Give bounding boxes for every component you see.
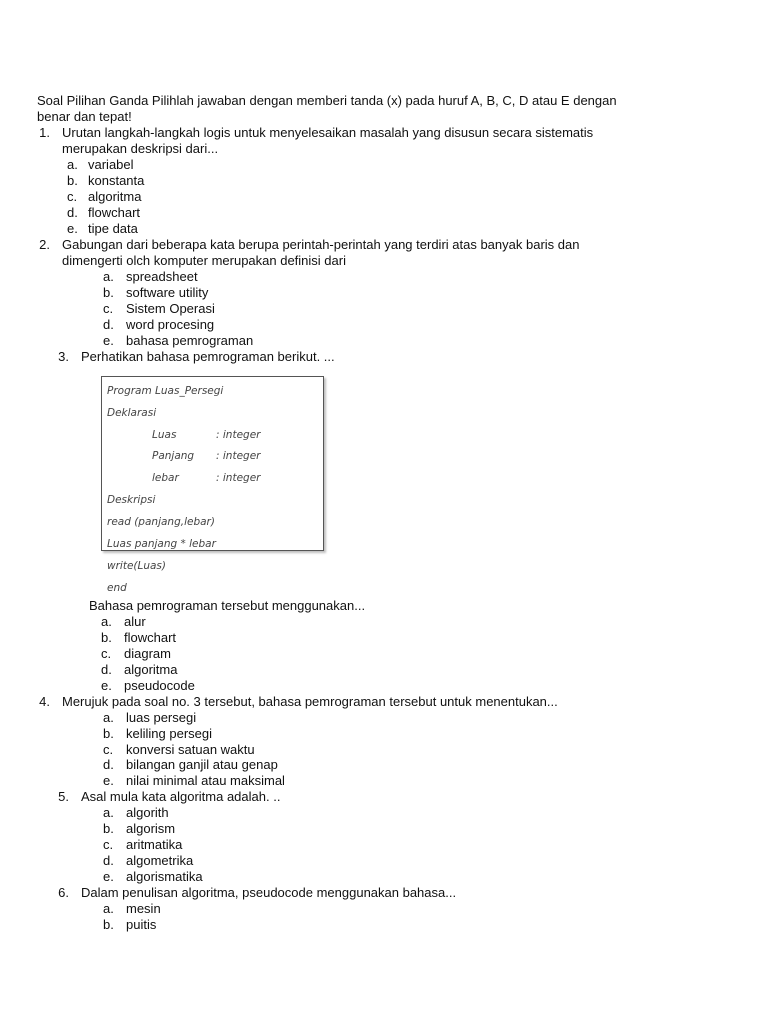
option-letter: a. <box>103 269 114 284</box>
option-letter: e. <box>103 773 114 788</box>
option-text: algorismatika <box>126 869 203 884</box>
option-text: flowchart <box>88 205 141 220</box>
code-var-name: Luas <box>152 429 177 441</box>
code-end: end <box>107 582 127 594</box>
instructions-line-1: Soal Pilihan Ganda Pilihlah jawaban dengan memberi tanda (x) pada huruf A, B, C, D atau E dengan <box>37 93 617 108</box>
option-text: konversi satuan waktu <box>126 742 255 757</box>
code-var-name: lebar <box>152 472 179 484</box>
option-letter: c. <box>103 837 114 852</box>
question-number: 6. <box>58 885 69 900</box>
option-text: luas persegi <box>126 710 197 725</box>
question-number: 1. <box>39 125 50 140</box>
option-letter: b. <box>101 630 112 645</box>
option-letter: c. <box>103 742 114 757</box>
option-letter: a. <box>103 805 114 820</box>
option-letter: d. <box>103 757 114 772</box>
option-text: flowchart <box>124 630 177 645</box>
question-6-text: Dalam penulisan algoritma, pseudocode menggunakan bahasa... <box>81 885 457 900</box>
option-letter: a. <box>67 157 78 172</box>
option-letter: c. <box>67 189 78 204</box>
option-letter: c. <box>103 301 114 316</box>
option-text: algoritma <box>124 662 178 677</box>
question-number: 4. <box>39 694 50 709</box>
question-4-text: Merujuk pada soal no. 3 tersebut, bahasa pemrograman tersebut untuk menentukan... <box>62 694 558 709</box>
option-letter: d. <box>103 853 114 868</box>
option-text: konstanta <box>88 173 145 188</box>
option-letter: a. <box>103 710 114 725</box>
option-text: word procesing <box>126 317 215 332</box>
option-letter: a. <box>101 614 112 629</box>
option-letter: b. <box>67 173 78 188</box>
code-var-name: Panjang <box>152 450 195 462</box>
option-letter: a. <box>103 901 114 916</box>
option-letter: c. <box>101 646 112 661</box>
option-letter: d. <box>67 205 78 220</box>
option-text: Sistem Operasi <box>126 301 215 316</box>
code-deskripsi: Deskripsi <box>107 494 156 506</box>
option-text: spreadsheet <box>126 269 198 284</box>
question-2-text: Gabungan dari beberapa kata berupa perintah-perintah yang terdiri atas banyak baris dan <box>62 237 580 252</box>
option-text: alur <box>124 614 146 629</box>
code-read: read (panjang,lebar) <box>107 516 215 528</box>
option-letter: b. <box>103 917 114 932</box>
option-letter: e. <box>101 678 112 693</box>
option-letter: b. <box>103 285 114 300</box>
option-text: pseudocode <box>124 678 195 693</box>
option-letter: e. <box>103 869 114 884</box>
question-2-text-cont: dimengerti olch komputer merupakan definisi dari <box>62 253 346 268</box>
code-write: write(Luas) <box>107 560 167 572</box>
question-number: 2. <box>39 237 50 252</box>
option-letter: e. <box>103 333 114 348</box>
option-text: algoritma <box>88 189 142 204</box>
question-1-text: Urutan langkah-langkah logis untuk menyelesaikan masalah yang disusun secara sistematis <box>62 125 594 140</box>
option-text: algorith <box>126 805 169 820</box>
code-var-type: : integer <box>216 472 261 484</box>
option-text: puitis <box>126 917 157 932</box>
option-text: nilai minimal atau maksimal <box>126 773 285 788</box>
code-assign: Luas panjang * lebar <box>107 538 216 550</box>
option-letter: b. <box>103 726 114 741</box>
question-3-followup: Bahasa pemrograman tersebut menggunakan... <box>89 598 366 613</box>
option-text: bilangan ganjil atau genap <box>126 757 278 772</box>
option-text: algorism <box>126 821 176 836</box>
option-text: tipe data <box>88 221 138 236</box>
question-5-text: Asal mula kata algoritma adalah. .. <box>81 789 281 804</box>
question-1-text-cont: merupakan deskripsi dari... <box>62 141 219 156</box>
option-text: keliling persegi <box>126 726 212 741</box>
option-text: variabel <box>88 157 134 172</box>
code-deklarasi: Deklarasi <box>107 407 157 419</box>
code-program-title: Program Luas_Persegi <box>107 385 224 397</box>
code-var-type: : integer <box>216 450 261 462</box>
option-letter: e. <box>67 221 78 236</box>
option-text: mesin <box>126 901 161 916</box>
option-text: software utility <box>126 285 209 300</box>
option-letter: b. <box>103 821 114 836</box>
option-letter: d. <box>101 662 112 677</box>
option-text: diagram <box>124 646 171 661</box>
question-number: 3. <box>58 349 69 364</box>
question-number: 5. <box>58 789 69 804</box>
instructions-line-2: benar dan tepat! <box>37 109 132 124</box>
option-text: algometrika <box>126 853 194 868</box>
code-var-type: : integer <box>216 429 261 441</box>
option-letter: d. <box>103 317 114 332</box>
question-3-text: Perhatikan bahasa pemrograman berikut. ... <box>81 349 335 364</box>
option-text: aritmatika <box>126 837 183 852</box>
option-text: bahasa pemrograman <box>126 333 254 348</box>
